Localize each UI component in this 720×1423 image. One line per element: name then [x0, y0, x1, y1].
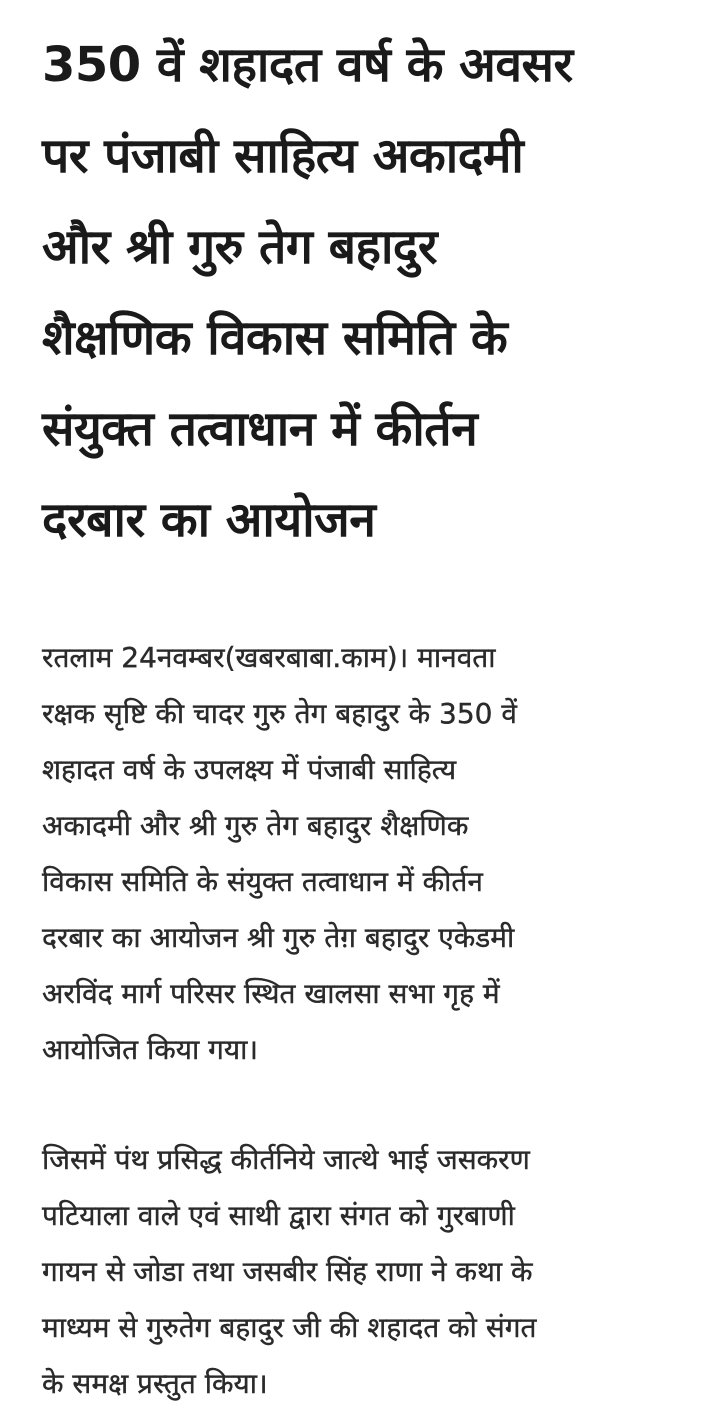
paragraph-line: शहादत वर्ष के उपलक्ष्य में पंजाबी साहित्य: [42, 753, 457, 786]
article-paragraph-1: [42, 630, 692, 1078]
headline-line: दरबार का आयोजन: [42, 492, 376, 548]
paragraph-line: दरबार का आयोजन श्री गुरु तेग़ बहादुर एकेडमी: [42, 921, 515, 954]
paragraph-line: के समक्ष प्रस्तुत किया।: [42, 1367, 268, 1400]
news-article: [42, 20, 692, 1412]
headline-line: शैक्षणिक विकास समिति के: [42, 310, 508, 366]
headline-line: पर पंजाबी साहित्य अकादमी: [42, 128, 524, 184]
paragraph-line: जिसमें पंथ प्रसिद्ध कीर्तनिये जात्थे भाई जसकरण: [42, 1143, 530, 1176]
paragraph-line: माध्यम से गुरुतेग बहादुर जी की शहादत को संगत: [42, 1311, 537, 1344]
article-headline: [42, 20, 692, 566]
headline-line: संयुक्त तत्वाधान में कीर्तन: [42, 401, 478, 457]
paragraph-line: गायन से जोडा तथा जसबीर सिंह राणा ने कथा के: [42, 1255, 533, 1288]
paragraph-line: विकास समिति के संयुक्त तत्वाधान में कीर्तन: [42, 865, 483, 898]
headline-line: 350 वें शहादत वर्ष के अवसर: [42, 37, 573, 93]
headline-line: और श्री गुरु तेग बहादुर: [42, 219, 438, 275]
paragraph-line: रतलाम 24नवम्बर(खबरबाबा.काम)। मानवता: [42, 641, 496, 674]
paragraph-line: अरविंद मार्ग परिसर स्थित खालसा सभा गृह में: [42, 977, 500, 1010]
paragraph-line: अकादमी और श्री गुरु तेग बहादुर शैक्षणिक: [42, 809, 469, 842]
article-paragraph-2: [42, 1132, 692, 1412]
paragraph-line: रक्षक सृष्टि की चादर गुरु तेग बहादुर के 350 वें: [42, 697, 517, 730]
paragraph-line: पटियाला वाले एवं साथी द्वारा संगत को गुरबाणी: [42, 1199, 515, 1232]
paragraph-line: आयोजित किया गया।: [42, 1033, 259, 1066]
